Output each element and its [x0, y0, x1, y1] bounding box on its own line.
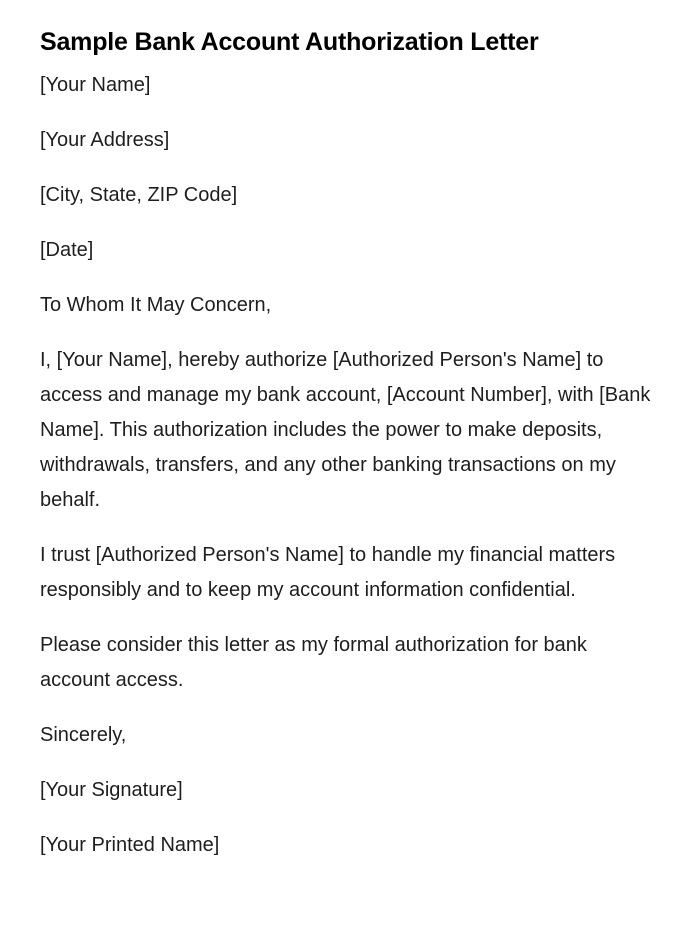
sender-address: [Your Address]	[40, 129, 170, 151]
salutation: To Whom It May Concern,	[40, 294, 272, 316]
sender-name: [Your Name]	[40, 74, 151, 96]
sender-city-state-zip: [City, State, ZIP Code]	[40, 184, 238, 206]
letter-date: [Date]	[40, 239, 94, 261]
closing: Sincerely,	[40, 724, 127, 746]
signature-placeholder: [Your Signature]	[40, 779, 183, 801]
printed-name-placeholder: [Your Printed Name]	[40, 834, 220, 856]
document-title: Sample Bank Account Authorization Letter	[40, 28, 539, 56]
trust-paragraph: I trust [Authorized Person's Name] to handle my financial matters responsibly and to keep my account information confidential.	[40, 544, 616, 601]
authorization-paragraph: I, [Your Name], hereby authorize [Authorized Person's Name] to access and manage my bank account, [Account Number], with [Bank Name]. This authorization includes the power to make deposits, withdrawals, transfers, and any other banking transactions on my behalf.	[40, 349, 651, 511]
formal-request-paragraph: Please consider this letter as my formal authorization for bank account access.	[40, 634, 587, 691]
